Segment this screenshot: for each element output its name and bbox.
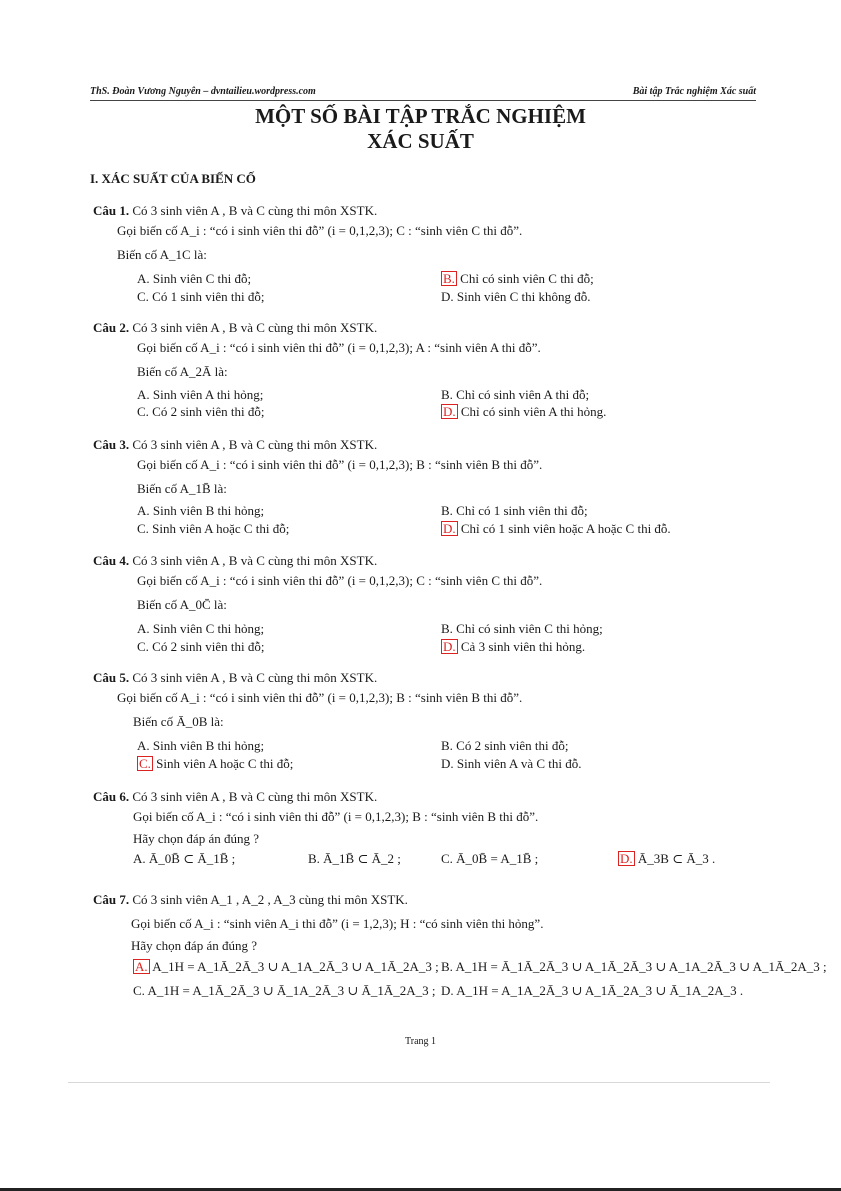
option-text: Sinh viên C thi hỏng;	[152, 621, 265, 636]
option-b[interactable]	[441, 271, 594, 287]
question-line: Gọi biến cố A_i : “có i sinh viên thi đỗ” (i = 0,1,2,3); B : “sinh viên B thi đỗ”.	[133, 809, 539, 824]
option-c[interactable]	[137, 756, 293, 772]
option-d[interactable]	[441, 404, 606, 420]
option-d[interactable]	[441, 521, 671, 537]
question-line: Gọi biến cố A_i : “có i sinh viên thi đỗ” (i = 0,1,2,3); B : “sinh viên B thi đỗ”.	[117, 690, 523, 705]
option-label: C.	[137, 521, 149, 536]
option-b[interactable]	[441, 503, 588, 519]
option-text: Sinh viên A hoặc C thi đỗ;	[152, 521, 290, 536]
page-title-line1: MỘT SỐ BÀI TẬP TRẮC NGHIỆM	[255, 104, 586, 128]
option-label: B.	[441, 738, 453, 753]
correct-answer-mark: B.	[443, 271, 455, 286]
option-label: C.	[133, 983, 145, 998]
question-number: Câu 1.	[93, 203, 130, 218]
option-label: C.	[137, 404, 149, 419]
correct-answer-mark: C.	[139, 756, 151, 771]
question-stem: Có 3 sinh viên A_1 , A_2 , A_3 cùng thi môn XSTK.	[132, 892, 408, 907]
question-line: Gọi biến cố A_i : “có i sinh viên thi đỗ” (i = 0,1,2,3); B : “sinh viên B thi đỗ”.	[137, 457, 543, 472]
option-text: Chỉ có sinh viên C thi hỏng;	[456, 621, 603, 636]
question-line: Gọi biến cố A_i : “có i sinh viên thi đỗ” (i = 0,1,2,3); C : “sinh viên C thi đỗ”.	[137, 573, 543, 588]
correct-answer-mark: D.	[443, 639, 456, 654]
option-text: Chỉ có 1 sinh viên hoặc A hoặc C thi đỗ.	[460, 521, 671, 536]
option-label: D.	[441, 983, 454, 998]
option-text: Ā_0B̄ ⊂ Ā_1B̄ ;	[148, 851, 236, 866]
section-heading: I. XÁC SUẤT CỦA BIẾN CỐ	[90, 171, 256, 186]
option-label: A.	[133, 851, 146, 866]
option-text: Sinh viên B thi hỏng;	[152, 503, 265, 518]
correct-answer-mark: D.	[620, 851, 633, 866]
option-a[interactable]	[137, 738, 264, 754]
option-b[interactable]	[441, 621, 603, 637]
option-text: A_1H = A_1Ā_2Ā_3 ∪ A_1A_2Ā_3 ∪ A_1Ā_2A_3 ;	[152, 959, 439, 974]
option-label: C.	[137, 639, 149, 654]
page-title-line2: XÁC SUẤT	[367, 129, 474, 153]
option-d[interactable]	[441, 756, 581, 772]
option-label: D.	[441, 289, 454, 304]
option-text: Chỉ có sinh viên C thi đỗ;	[460, 271, 594, 286]
option-label: B.	[308, 851, 320, 866]
option-c[interactable]	[137, 289, 264, 305]
option-a[interactable]	[137, 387, 263, 403]
header-author: ThS. Đoàn Vương Nguyên – dvntailieu.wordpress.com	[90, 86, 316, 97]
option-c[interactable]	[137, 639, 264, 655]
question-line: Biến cố Ā_0B là:	[133, 714, 224, 729]
correct-answer-mark: D.	[443, 404, 456, 419]
option-c[interactable]	[137, 404, 264, 420]
option-text: Chỉ có sinh viên A thi hỏng.	[460, 404, 607, 419]
correct-answer-mark: D.	[443, 521, 456, 536]
option-b[interactable]	[308, 851, 401, 867]
option-text: Sinh viên A và C thi đỗ.	[456, 756, 582, 771]
option-text: A_1H = A_1Ā_2Ā_3 ∪ Ā_1A_2Ā_3 ∪ Ā_1Ā_2A_3 ;	[147, 983, 436, 998]
option-text: Sinh viên C thi đỗ;	[152, 271, 252, 286]
option-label: B.	[441, 387, 453, 402]
option-label: B.	[441, 503, 453, 518]
option-label: A.	[137, 503, 150, 518]
question-stem: Có 3 sinh viên A , B và C cùng thi môn XSTK.	[132, 670, 378, 685]
option-a[interactable]	[133, 851, 235, 867]
option-label: B.	[441, 959, 453, 974]
question-line: Biến cố A_2Ā là:	[137, 364, 228, 379]
option-a[interactable]	[137, 503, 264, 519]
option-text: Sinh viên A thi hỏng;	[152, 387, 264, 402]
question-line: Hãy chọn đáp án đúng ?	[131, 938, 257, 953]
question-number: Câu 2.	[93, 320, 130, 335]
option-text: Sinh viên C thi không đỗ.	[456, 289, 591, 304]
option-a[interactable]	[137, 271, 251, 287]
page-divider	[68, 1082, 770, 1083]
option-text: Ā_3B ⊂ Ā_3 .	[637, 851, 716, 866]
question-stem: Có 3 sinh viên A , B và C cùng thi môn XSTK.	[132, 553, 378, 568]
question-stem: Có 3 sinh viên A , B và C cùng thi môn XSTK.	[132, 203, 378, 218]
option-d[interactable]	[441, 289, 591, 305]
option-d[interactable]	[441, 639, 585, 655]
header-subject: Bài tập Trắc nghiệm Xác suất	[632, 86, 756, 97]
option-d[interactable]	[618, 851, 715, 867]
question-stem: Có 3 sinh viên A , B và C cùng thi môn XSTK.	[132, 320, 378, 335]
option-label: A.	[137, 738, 150, 753]
option-label: C.	[137, 289, 149, 304]
option-label: B.	[441, 621, 453, 636]
page-header	[90, 86, 756, 101]
option-c[interactable]	[137, 521, 289, 537]
option-text: Chỉ có 1 sinh viên thi đỗ;	[456, 503, 588, 518]
option-c[interactable]	[133, 983, 436, 999]
question-line: Gọi biến cố A_i : “sinh viên A_i thi đỗ” (i = 1,2,3); H : “có sinh viên thi hỏng”.	[131, 916, 544, 931]
option-text: Có 2 sinh viên thi đỗ;	[152, 639, 265, 654]
option-text: A_1H = Ā_1Ā_2Ā_3 ∪ A_1Ā_2Ā_3 ∪ A_1A_2Ā_3 ∪ A_1Ā_2A_3 ;	[455, 959, 827, 974]
question-line: Hãy chọn đáp án đúng ?	[133, 831, 259, 846]
question-stem: Có 3 sinh viên A , B và C cùng thi môn XSTK.	[132, 789, 378, 804]
correct-answer-mark: A.	[135, 959, 148, 974]
question-line: Gọi biến cố A_i : “có i sinh viên thi đỗ” (i = 0,1,2,3); A : “sinh viên A thi đỗ”.	[137, 340, 541, 355]
option-d[interactable]	[441, 983, 743, 999]
question-number: Câu 6.	[93, 789, 130, 804]
question-number: Câu 3.	[93, 437, 130, 452]
option-a[interactable]	[137, 621, 264, 637]
question-number: Câu 5.	[93, 670, 130, 685]
option-b[interactable]	[441, 959, 827, 975]
option-text: Sinh viên B thi hỏng;	[152, 738, 265, 753]
option-a[interactable]	[133, 959, 439, 975]
question-line: Gọi biến cố A_i : “có i sinh viên thi đỗ” (i = 0,1,2,3); C : “sinh viên C thi đỗ”.	[117, 223, 523, 238]
option-text: Có 2 sinh viên thi đỗ;	[152, 404, 265, 419]
page-number: Trang 1	[404, 1036, 437, 1047]
option-b[interactable]	[441, 387, 589, 403]
option-text: Có 1 sinh viên thi đỗ;	[152, 289, 265, 304]
option-label: A.	[137, 621, 150, 636]
option-label: D.	[441, 756, 454, 771]
option-text: Cả 3 sinh viên thi hỏng.	[460, 639, 586, 654]
question-number: Câu 7.	[93, 892, 130, 907]
option-text: Ā_0B̄ = A_1B̄ ;	[456, 851, 539, 866]
option-label: A.	[137, 271, 150, 286]
question-number: Câu 4.	[93, 553, 130, 568]
option-text: Ā_1B̄ ⊂ Ā_2 ;	[323, 851, 401, 866]
option-text: Có 2 sinh viên thi đỗ;	[456, 738, 569, 753]
option-text: Chỉ có sinh viên A thi đỗ;	[456, 387, 590, 402]
option-b[interactable]	[441, 738, 568, 754]
option-label: A.	[137, 387, 150, 402]
question-line: Biến cố A_1B̄ là:	[137, 481, 227, 496]
option-c[interactable]	[441, 851, 538, 867]
option-label: C.	[441, 851, 453, 866]
option-text: A_1H = A_1A_2Ā_3 ∪ A_1Ā_2A_3 ∪ Ā_1A_2A_3 .	[456, 983, 744, 998]
option-text: Sinh viên A hoặc C thi đỗ;	[156, 756, 294, 771]
question-line: Biến cố A_1C là:	[117, 247, 207, 262]
question-stem: Có 3 sinh viên A , B và C cùng thi môn XSTK.	[132, 437, 378, 452]
question-line: Biến cố A_0C̄ là:	[137, 597, 227, 612]
